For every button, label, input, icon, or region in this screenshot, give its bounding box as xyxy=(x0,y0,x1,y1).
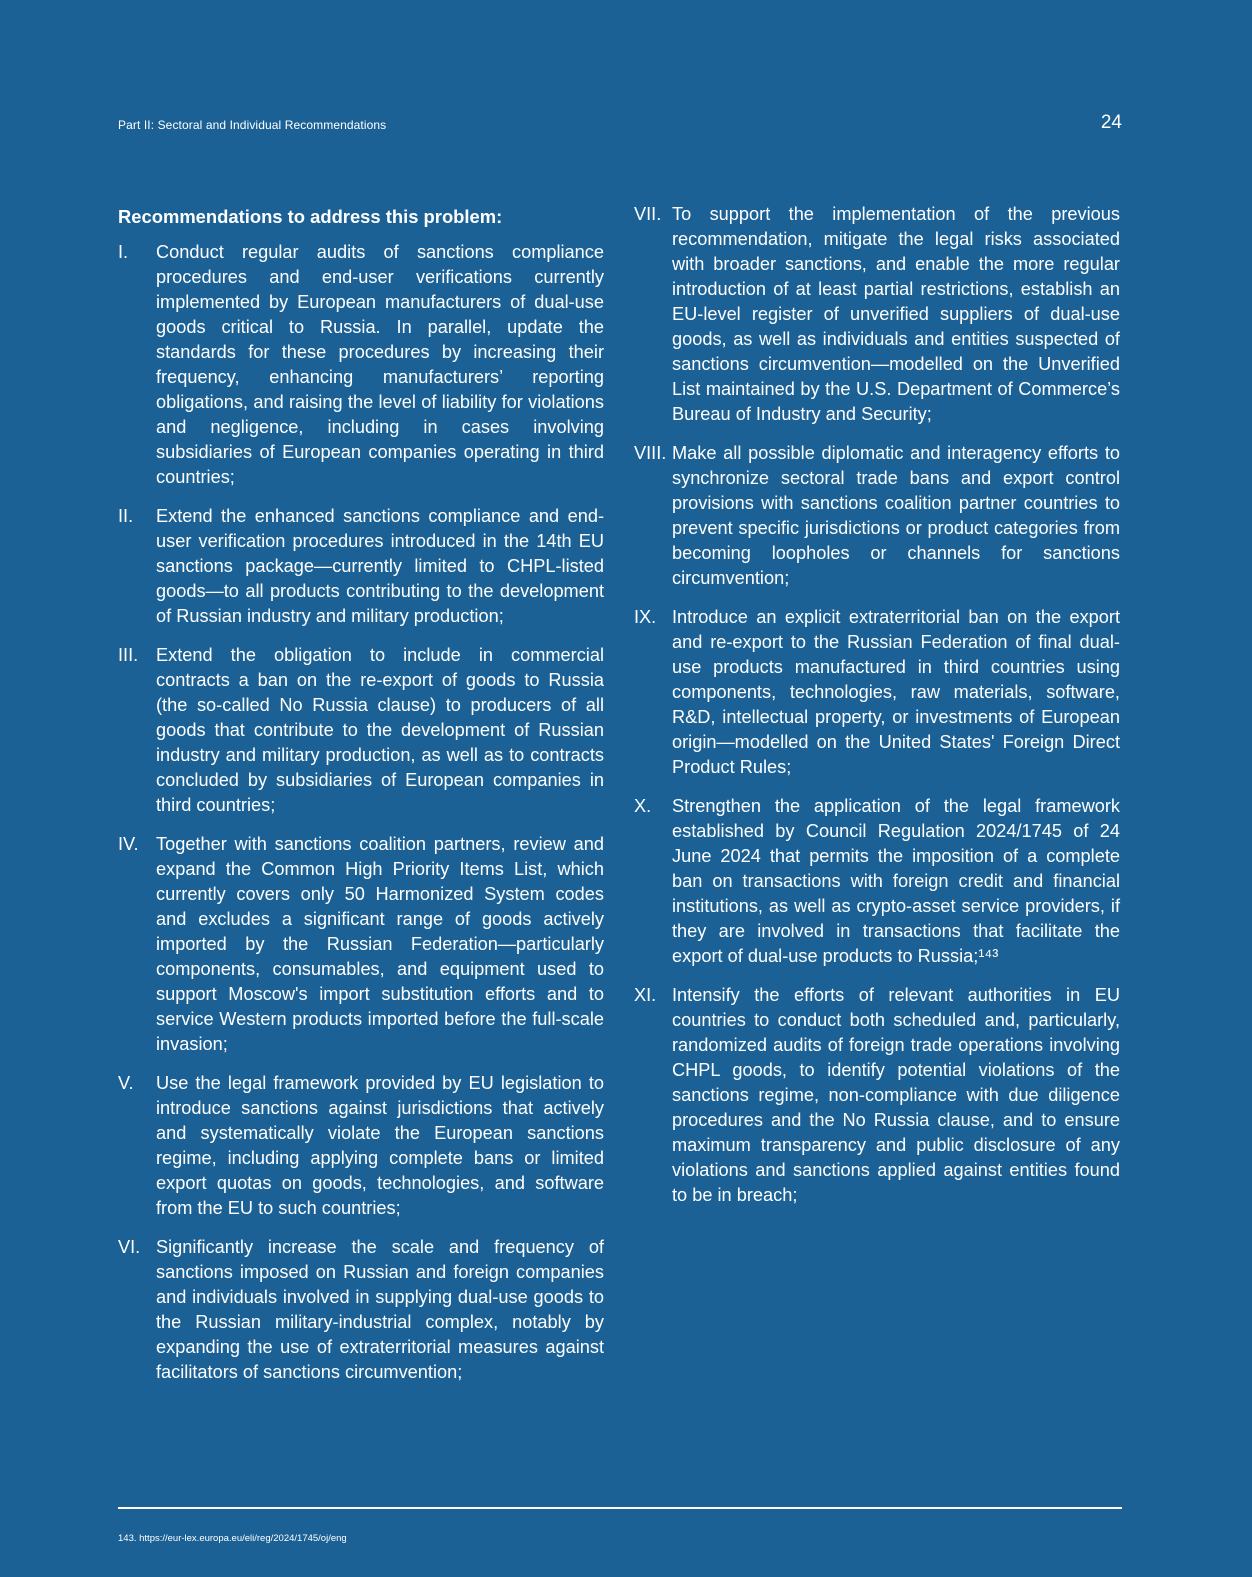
recommendation-numeral: IV. xyxy=(118,834,139,854)
recommendation-text: Conduct regular audits of sanctions compliance procedures and end-user verifications currently implemented by European manufacturers of dual-use goods critical to Russia. In parallel, update the standards for these procedures by increasing their frequency, enhancing manufacturers’ reporting obligations, and raising the level of liability for violations and negligence, including in cases involving subsidiaries of European companies operating in third countries; xyxy=(156,242,604,487)
recommendation-numeral: III. xyxy=(118,645,139,665)
recommendation-numeral: VI. xyxy=(118,1237,141,1257)
recommendation-numeral: IX. xyxy=(634,607,657,627)
recommendation-text: Use the legal framework provided by EU legislation to introduce sanctions against jurisdictions that actively and systematically violate the European sanctions regime, including applying complete bans or limited export quotas on goods, technologies, and software from the EU to such countries; xyxy=(156,1073,604,1218)
recommendation-item xyxy=(634,202,1120,427)
recommendation-text: Extend the obligation to include in commercial contracts a ban on the re-export of goods to Russia (the so-called No Russia clause) to producers of all goods that contribute to the development of Russian industry and military production, as well as to contracts concluded by subsidiaries of European companies in third countries; xyxy=(156,645,604,815)
recommendation-item xyxy=(634,605,1120,780)
running-head: Part II: Sectoral and Individual Recommendations xyxy=(118,118,387,132)
left-column xyxy=(118,202,604,1399)
recommendation-numeral: X. xyxy=(634,796,652,816)
recommendation-text: Extend the enhanced sanctions compliance and end-user verification procedures introduced in the 14th EU sanctions package—currently limited to CHPL-listed goods—to all products contributing to the development of Russian industry and military production; xyxy=(156,506,604,626)
footnote-divider xyxy=(118,1507,1122,1509)
page-number: 24 xyxy=(1100,112,1122,133)
recommendation-text: Intensify the efforts of relevant authorities in EU countries to conduct both scheduled and, particularly, randomized audits of foreign trade operations involving CHPL goods, to identify potential violations of the sanctions regime, non-compliance with due diligence procedures and the No Russia clause, and to ensure maximum transparency and public disclosure of any violations and sanctions applied against entities found to be in breach; xyxy=(672,985,1120,1205)
recommendation-text: Significantly increase the scale and frequency of sanctions imposed on Russian and foreign companies and individuals involved in supplying dual-use goods to the Russian military-industrial complex, notably by expanding the use of extraterritorial measures against facilitators of sanctions circumvention; xyxy=(156,1237,604,1382)
recommendation-text: Together with sanctions coalition partners, review and expand the Common High Priority Items List, which currently covers only 50 Harmonized System codes and excludes a significant range of goods actively imported by the Russian Federation—particularly components, consumables, and equipment used to support Moscow's import substitution efforts and to service Western products imported before the full-scale invasion; xyxy=(156,834,604,1054)
section-heading: Recommendations to address this problem: xyxy=(118,206,503,227)
recommendation-item xyxy=(118,504,604,629)
recommendation-text: Make all possible diplomatic and interagency efforts to synchronize sectoral trade bans and export control provisions with sanctions coalition partner countries to prevent specific jurisdictions or product categories from becoming loopholes or channels for sanctions circumvention; xyxy=(672,443,1120,588)
footnote[interactable]: 143. https://eur-lex.europa.eu/eli/reg/2024/1745/oj/eng xyxy=(118,1533,347,1544)
recommendation-item xyxy=(634,441,1120,591)
recommendation-item xyxy=(118,1235,604,1385)
recommendation-text: Strengthen the application of the legal framework established by Council Regulation 2024/1745 of 24 June 2024 that permits the imposition of a complete ban on transactions with foreign credit and financial institutions, as well as crypto-asset service providers, if they are involved in transactions that facilitate the export of dual-use products to Russia;¹⁴³ xyxy=(672,796,1120,966)
recommendation-numeral: II. xyxy=(118,506,134,526)
recommendation-item xyxy=(118,240,604,490)
recommendation-item xyxy=(118,832,604,1057)
recommendation-numeral: I. xyxy=(118,242,129,262)
recommendation-item xyxy=(634,983,1120,1208)
recommendation-item xyxy=(118,1071,604,1221)
recommendation-item xyxy=(634,794,1120,969)
recommendation-text: To support the implementation of the previous recommendation, mitigate the legal risks associated with broader sanctions, and enable the more regular introduction of at least partial restrictions, establish an EU-level register of unverified suppliers of dual-use goods, as well as individuals and entities suspected of sanctions circumvention—modelled on the Unverified List maintained by the U.S. Department of Commerce’s Bureau of Industry and Security; xyxy=(672,204,1120,424)
recommendation-numeral: V. xyxy=(118,1073,134,1093)
recommendation-numeral: XI. xyxy=(634,985,657,1005)
recommendation-numeral: VIII. xyxy=(634,443,667,463)
recommendation-item xyxy=(118,643,604,818)
recommendation-text: Introduce an explicit extraterritorial ban on the export and re-export to the Russian Federation of final dual-use products manufactured in third countries using components, technologies, raw materials, software, R&D, intellectual property, or investments of European origin—modelled on the United States' Foreign Direct Product Rules; xyxy=(672,607,1120,777)
right-column xyxy=(634,202,1120,1222)
recommendation-numeral: VII. xyxy=(634,204,662,224)
